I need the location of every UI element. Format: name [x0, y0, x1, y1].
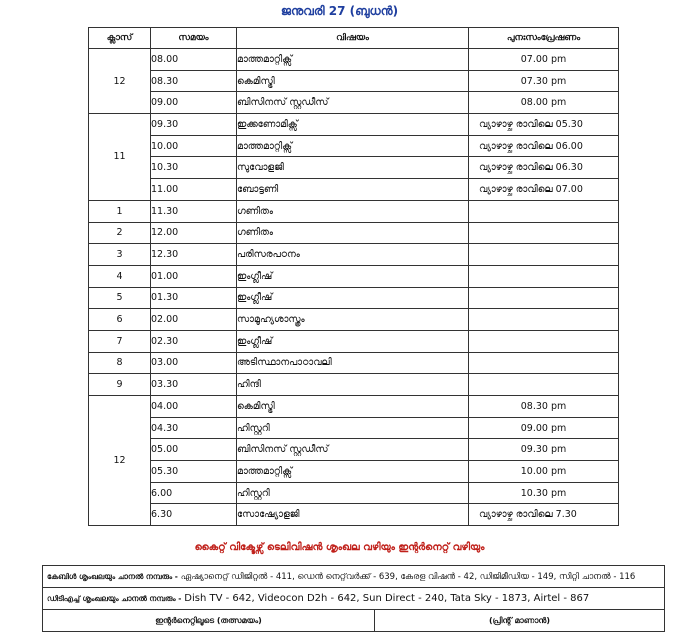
repeat-cell: [469, 200, 619, 222]
class-cell: 6: [89, 309, 151, 331]
table-header-row: [89, 28, 619, 49]
dth-channels: Dish TV - 642, Videocon D2h - 642, Sun Direct - 240, Tata Sky - 1873, Airtel - 867: [184, 593, 590, 604]
time-cell: 02.30: [151, 330, 237, 352]
repeat-cell: വ്യാഴാഴ്ച രാവിലെ 07.00: [469, 179, 619, 201]
table-row: [89, 135, 619, 157]
cable-channels: ഏഷ്യാനെറ്റ് ഡിജിറ്റൽ - 411, ഡെൻ നെറ്റ്‌വർക്ക് - 639, കേരള വിഷൻ - 42, ഡിജിമീഡിയ - 149, സിറ്റി ചാനൽ - 116: [180, 571, 636, 582]
repeat-cell: [469, 352, 619, 374]
repeat-cell: [469, 330, 619, 352]
table-row: [89, 265, 619, 287]
table-row: [89, 157, 619, 179]
class-cell: 12: [89, 396, 151, 526]
time-cell: 01.00: [151, 265, 237, 287]
subject-cell: ഇംഗ്ലീഷ്: [237, 330, 469, 352]
table-row: [89, 92, 619, 114]
time-cell: 01.30: [151, 287, 237, 309]
subject-cell: ബിസിനസ് സ്റ്റഡീസ്: [237, 92, 469, 114]
time-cell: 02.00: [151, 309, 237, 331]
table-row: [89, 352, 619, 374]
subject-cell: സാമൂഹ്യശാസ്ത്രം: [237, 309, 469, 331]
time-cell: 11.30: [151, 200, 237, 222]
time-cell: 6.00: [151, 482, 237, 504]
header-subject: വിഷയം: [237, 28, 469, 49]
class-cell: 5: [89, 287, 151, 309]
repeat-cell: 08.00 pm: [469, 92, 619, 114]
time-cell: 09.00: [151, 92, 237, 114]
cable-row: [43, 566, 665, 588]
table-row: [89, 374, 619, 396]
class-cell: 7: [89, 330, 151, 352]
repeat-cell: [469, 287, 619, 309]
class-cell: 4: [89, 265, 151, 287]
time-cell: 09.30: [151, 114, 237, 136]
repeat-cell: 10.00 pm: [469, 461, 619, 483]
subject-cell: മാത്തമാറ്റിക്സ്: [237, 461, 469, 483]
repeat-cell: 09.30 pm: [469, 439, 619, 461]
subject-cell: ഗണിതം: [237, 200, 469, 222]
subject-cell: അടിസ്ഥാനപാഠാവലി: [237, 352, 469, 374]
time-cell: 6.30: [151, 504, 237, 526]
table-row: [89, 309, 619, 331]
header-repeat: പുനഃസംപ്രേഷണം: [469, 28, 619, 49]
dth-row: [43, 588, 665, 610]
schedule-table: [88, 27, 619, 526]
subject-cell: സോഷ്യോളജി: [237, 504, 469, 526]
repeat-cell: വ്യാഴാഴ്ച രാവിലെ 06.00: [469, 135, 619, 157]
subject-cell: മാത്തമാറ്റിക്സ്: [237, 135, 469, 157]
class-cell: 3: [89, 244, 151, 266]
table-row: [89, 200, 619, 222]
table-row: [89, 482, 619, 504]
subject-cell: ഹിസ്റ്ററി: [237, 417, 469, 439]
class-cell: 2: [89, 222, 151, 244]
time-cell: 03.30: [151, 374, 237, 396]
table-row: [89, 417, 619, 439]
table-row: [89, 439, 619, 461]
time-cell: 11.00: [151, 179, 237, 201]
page-title: ജനുവരി 27 (ബുധൻ): [280, 4, 399, 18]
repeat-cell: [469, 309, 619, 331]
internet-live[interactable]: ഇന്റർനെറ്റിലൂടെ (തത്സമയം): [43, 610, 375, 632]
repeat-cell: വ്യാഴാഴ്ച രാവിലെ 06.30: [469, 157, 619, 179]
subject-cell: കെമിസ്ട്രി: [237, 70, 469, 92]
repeat-cell: [469, 222, 619, 244]
subject-cell: കെമിസ്ട്രി: [237, 396, 469, 418]
subject-cell: ഹിസ്റ്ററി: [237, 482, 469, 504]
table-row: [89, 49, 619, 71]
repeat-cell: വ്യാഴാഴ്ച രാവിലെ 05.30: [469, 114, 619, 136]
table-row: [89, 504, 619, 526]
repeat-cell: [469, 265, 619, 287]
subject-cell: മാത്തമാറ്റിക്സ്: [237, 49, 469, 71]
class-cell: 9: [89, 374, 151, 396]
subject-cell: ഇക്കണോമിക്സ്: [237, 114, 469, 136]
time-cell: 10.00: [151, 135, 237, 157]
table-row: [89, 461, 619, 483]
repeat-cell: വ്യാഴാഴ്ച രാവിലെ 7.30: [469, 504, 619, 526]
table-row: [89, 287, 619, 309]
table-row: [89, 70, 619, 92]
time-cell: 12.00: [151, 222, 237, 244]
schedule-body: [89, 49, 619, 526]
repeat-cell: [469, 244, 619, 266]
channel-table: [42, 565, 665, 632]
subject-cell: ബോട്ടണി: [237, 179, 469, 201]
repeat-cell: 10.30 pm: [469, 482, 619, 504]
time-cell: 03.00: [151, 352, 237, 374]
subject-cell: ഹിന്ദി: [237, 374, 469, 396]
cable-label: കേബിൾ ശൃംഖലയും ചാനൽ നമ്പരും -: [47, 571, 178, 581]
internet-print[interactable]: (പ്രിന്റ് മാണാൻ): [375, 610, 665, 632]
header-class: ക്ലാസ്: [89, 28, 151, 49]
header-time: സമയം: [151, 28, 237, 49]
time-cell: 05.30: [151, 461, 237, 483]
repeat-cell: [469, 374, 619, 396]
repeat-cell: 07.30 pm: [469, 70, 619, 92]
repeat-cell: 07.00 pm: [469, 49, 619, 71]
internet-row: [43, 610, 665, 632]
subject-cell: പരിസരപഠനം: [237, 244, 469, 266]
class-cell: 11: [89, 114, 151, 201]
class-cell: 12: [89, 49, 151, 114]
time-cell: 10.30: [151, 157, 237, 179]
table-row: [89, 330, 619, 352]
table-row: [89, 244, 619, 266]
time-cell: 08.30: [151, 70, 237, 92]
repeat-cell: 09.00 pm: [469, 417, 619, 439]
dth-label: ഡിടിഎച്ച് ശൃംഖലയും ചാനൽ നമ്പരും -: [47, 594, 182, 603]
table-row: [89, 222, 619, 244]
table-row: [89, 179, 619, 201]
repeat-cell: 08.30 pm: [469, 396, 619, 418]
subject-cell: ഇംഗ്ലീഷ്: [237, 287, 469, 309]
time-cell: 04.00: [151, 396, 237, 418]
time-cell: 12.30: [151, 244, 237, 266]
subject-cell: ബിസിനസ് സ്റ്റഡീസ്: [237, 439, 469, 461]
subject-cell: സുവോളജി: [237, 157, 469, 179]
broadcast-info-title: കൈറ്റ് വിക്ടേഴ്സ് ടെലിവിഷൻ ശൃംഖല വഴിയും ഇന്റർനെറ്റ് വഴിയും: [194, 542, 485, 553]
class-cell: 8: [89, 352, 151, 374]
time-cell: 08.00: [151, 49, 237, 71]
subject-cell: ഗണിതം: [237, 222, 469, 244]
table-row: [89, 396, 619, 418]
subject-cell: ഇംഗ്ലീഷ്: [237, 265, 469, 287]
time-cell: 04.30: [151, 417, 237, 439]
table-row: [89, 114, 619, 136]
class-cell: 1: [89, 200, 151, 222]
time-cell: 05.00: [151, 439, 237, 461]
